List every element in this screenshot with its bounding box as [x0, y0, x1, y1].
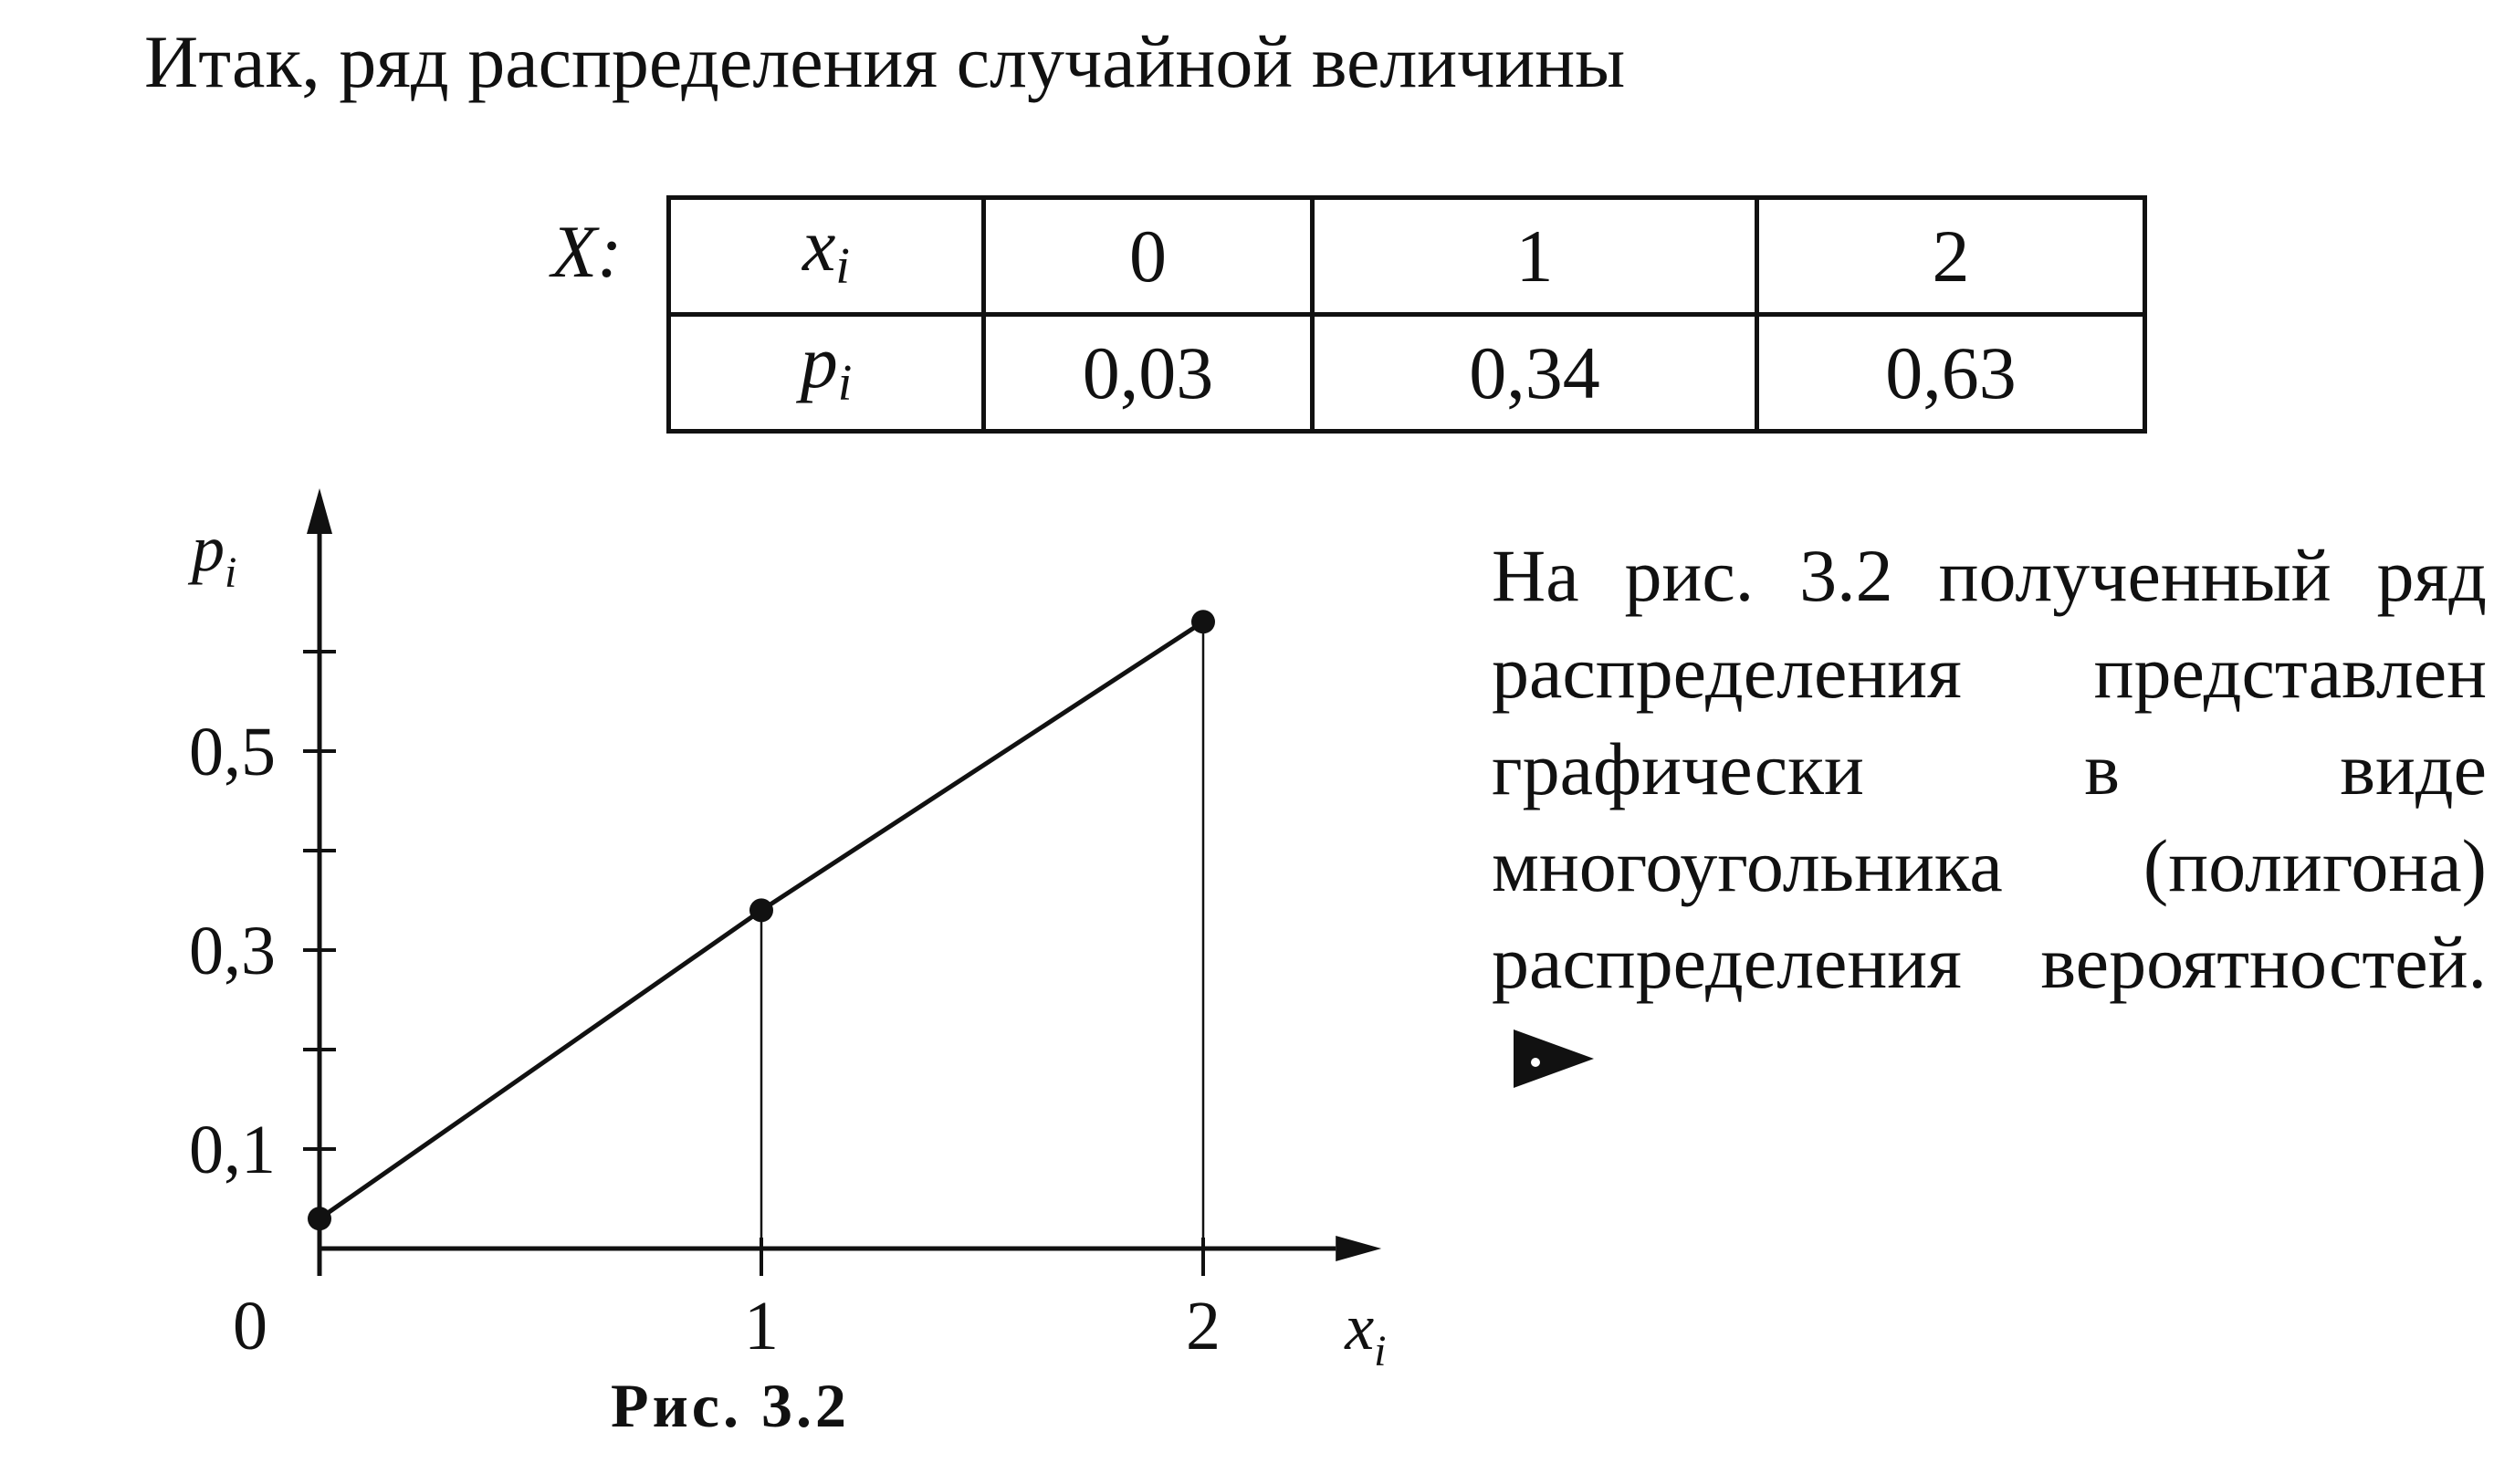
origin-label: 0: [233, 1288, 267, 1364]
p-value-0: 0,03: [984, 315, 1313, 432]
index-i: i: [837, 355, 853, 412]
p-value-1: 0,34: [1313, 315, 1757, 432]
x-tick-label-0: 1: [744, 1288, 779, 1364]
x-value-2: 2: [1757, 198, 2145, 315]
y-axis-label: $p_i$: [192, 512, 237, 597]
play-triangle-icon: [1510, 1026, 1598, 1092]
variable-label: X:: [551, 210, 623, 293]
polygon-chart: [0, 512, 1424, 1375]
x-tick-label-1: 2: [1186, 1288, 1221, 1364]
y-axis-arrow: [307, 488, 332, 534]
symbol-p: p: [800, 320, 838, 403]
y-tick-label-1: 0,3: [189, 913, 276, 989]
table-row-p: [669, 315, 2145, 432]
row-header-p: [669, 315, 984, 432]
p-value-2: 0,63: [1757, 315, 2145, 432]
index-i: i: [835, 238, 850, 295]
x-axis-label: $x_i$: [1345, 1291, 1387, 1375]
data-point-0: [308, 1207, 331, 1230]
data-point-1: [749, 898, 773, 922]
distribution-table: [666, 195, 2147, 434]
data-point-2: [1191, 610, 1215, 633]
intro-text: Итак, ряд распределения случайной величины: [144, 20, 1626, 103]
y-tick-label-2: 0,5: [189, 714, 276, 790]
x-value-0: 0: [984, 198, 1313, 315]
table-row-x: [669, 198, 2145, 315]
x-value-1: 1: [1313, 198, 1757, 315]
x-axis-arrow: [1336, 1236, 1381, 1261]
y-tick-label-0: 0,1: [189, 1112, 276, 1188]
description-text: На рис. 3.2 полученный ряд распределения представлен графически в виде многоугольника (полигона) распределения вероятностей.: [1492, 534, 2487, 1004]
description-paragraph: [1492, 528, 2487, 1108]
row-header-x: [669, 198, 984, 315]
figure-caption: Рис. 3.2: [611, 1371, 850, 1440]
symbol-x: x: [802, 204, 836, 287]
